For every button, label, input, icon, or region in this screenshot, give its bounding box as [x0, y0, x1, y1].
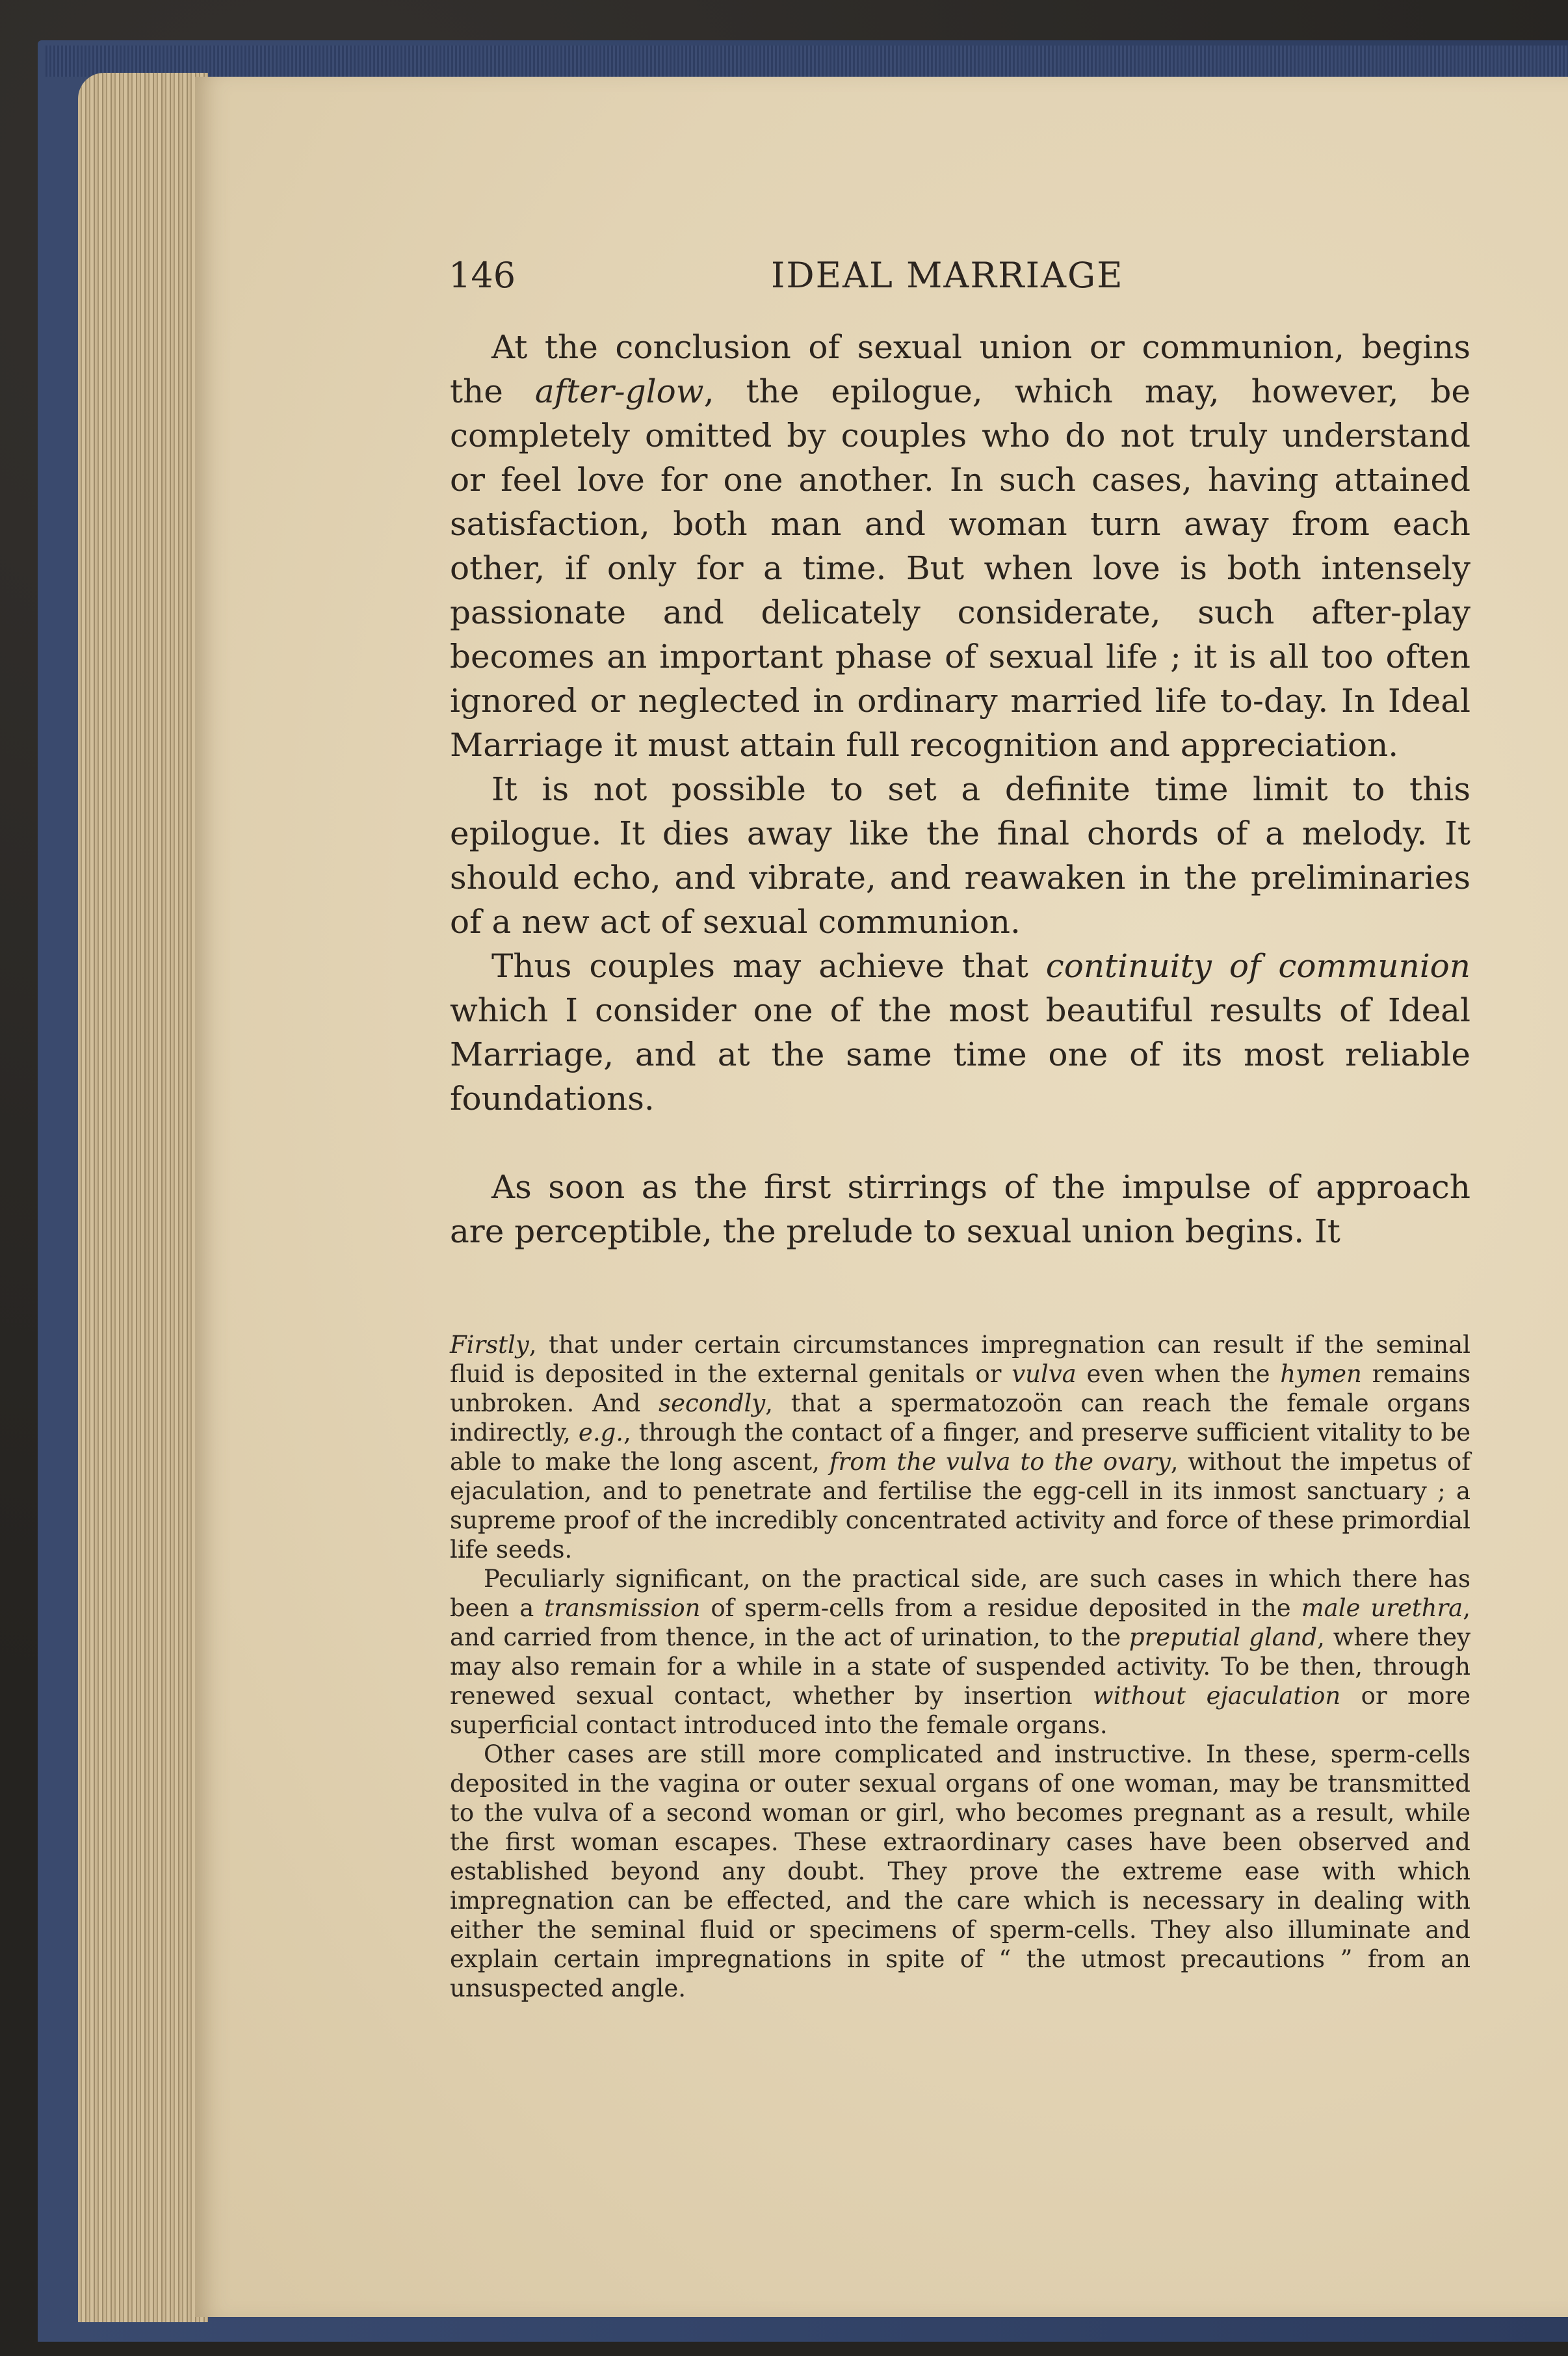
text-run: Peculiarly significant, on the practical side, are such cases in which there has been a [450, 1565, 1470, 1622]
footnotes [450, 1330, 1470, 2003]
footnote-paragraph: Other cases are still more complicated and instructive. In these, sperm-cells deposited in the vagina or outer sexual organs of one woman, may be transmitted to the vulva of a second woman or girl, who becomes pregnant as a result, while the first woman escapes. These extraordinary cases have been observed and established beyond any doubt. They prove the extreme ease with which impregnation can be effected, and the care which is necessary in dealing with either the seminal fluid or specimens of sperm-cells. They also illuminate and explain certain impregnations in spite of “ the utmost precautions ” from an unsuspected angle. [450, 1740, 1470, 2002]
italic-term: e.g. [578, 1419, 624, 1446]
main-text [450, 325, 1470, 1253]
text-run: , the epilogue, which may, however, be completely omitted by couples who do not truly understand or feel love for one another. In such cases, having attained satisfaction, both man and woman turn away from each other, if only for a time. But when love is both intensely passionate and delicately considerate, such after-play becomes an important phase of sexual life ; it is all too often ignored or neglected in ordinary married life to-day. In Ideal Marriage it must attain full recognition and appreciation. [450, 373, 1470, 764]
paragraph-after-glow [450, 325, 1470, 767]
text-run: , that under certain circumstances impregnation can result if the seminal fluid is deposited in the external genitals or [450, 1331, 1470, 1388]
italic-term: preputial gland [1129, 1623, 1318, 1651]
running-head [0, 255, 1568, 294]
text-run: , where they may also remain for a while in a state of suspended activity. To be then, through renewed sexual contact, whether by insertion [450, 1623, 1471, 1710]
footnote-paragraph [450, 1564, 1470, 1740]
page-stack-edge [78, 73, 208, 2322]
page-number: 146 [449, 255, 516, 296]
paragraph-prelude: As soon as the first stirrings of the impulse of approach are perceptible, the prelude to sexual union begins. It [450, 1168, 1470, 1250]
paragraph-continuity [450, 944, 1470, 1121]
text-run: which I consider one of the most beautiful results of Ideal Marriage, and at the same time one of its most reliable foundations. [450, 991, 1470, 1118]
italic-term: transmission [544, 1594, 701, 1622]
italic-term: without ejaculation [1092, 1682, 1341, 1710]
italic-term: Firstly [450, 1331, 529, 1359]
text-run: , through the contact of a finger, and preserve sufficient vitality to be able to make the long ascent, [450, 1419, 1471, 1476]
text-run: At the conclusion of sexual union or communion, begins the [450, 328, 1470, 410]
italic-term: hymen [1280, 1360, 1362, 1388]
italic-term: after-glow [534, 373, 704, 410]
footnote-paragraph [450, 1330, 1470, 1564]
book-cover-edge [46, 46, 1568, 77]
text-run: even when the [1076, 1360, 1281, 1388]
italic-term: male urethra [1301, 1594, 1463, 1622]
text-run: remains unbroken. And [450, 1360, 1471, 1417]
running-title: IDEAL MARRIAGE [771, 255, 1124, 296]
italic-term: vulva [1012, 1360, 1077, 1388]
text-run: Thus couples may achieve that [491, 947, 1046, 985]
italic-term: secondly [659, 1389, 766, 1417]
text-run: or more superficial contact introduced into the female organs. [450, 1682, 1470, 1739]
paragraph-epilogue: It is not possible to set a definite time limit to this epilogue. It dies away like the final chords of a melody. It should echo, and vibrate, and reawaken in the preliminaries of a new act of sexual communion. [450, 770, 1470, 941]
text-run: , without the impetus of ejaculation, and to penetrate and fertilise the egg-cell in its inmost sanctuary ; a supreme proof of the incredibly concentrated activity and force of these primordial life seeds. [450, 1448, 1471, 1564]
italic-term: from the vulva to the ovary [829, 1448, 1171, 1476]
text-run: , that a spermatozoön can reach the female organs indirectly, [450, 1389, 1470, 1446]
text-run: of sperm-cells from a residue deposited in the [700, 1594, 1301, 1622]
text-run: , and carried from thence, in the act of urination, to the [450, 1594, 1470, 1651]
italic-term: continuity of communion [1045, 947, 1470, 985]
